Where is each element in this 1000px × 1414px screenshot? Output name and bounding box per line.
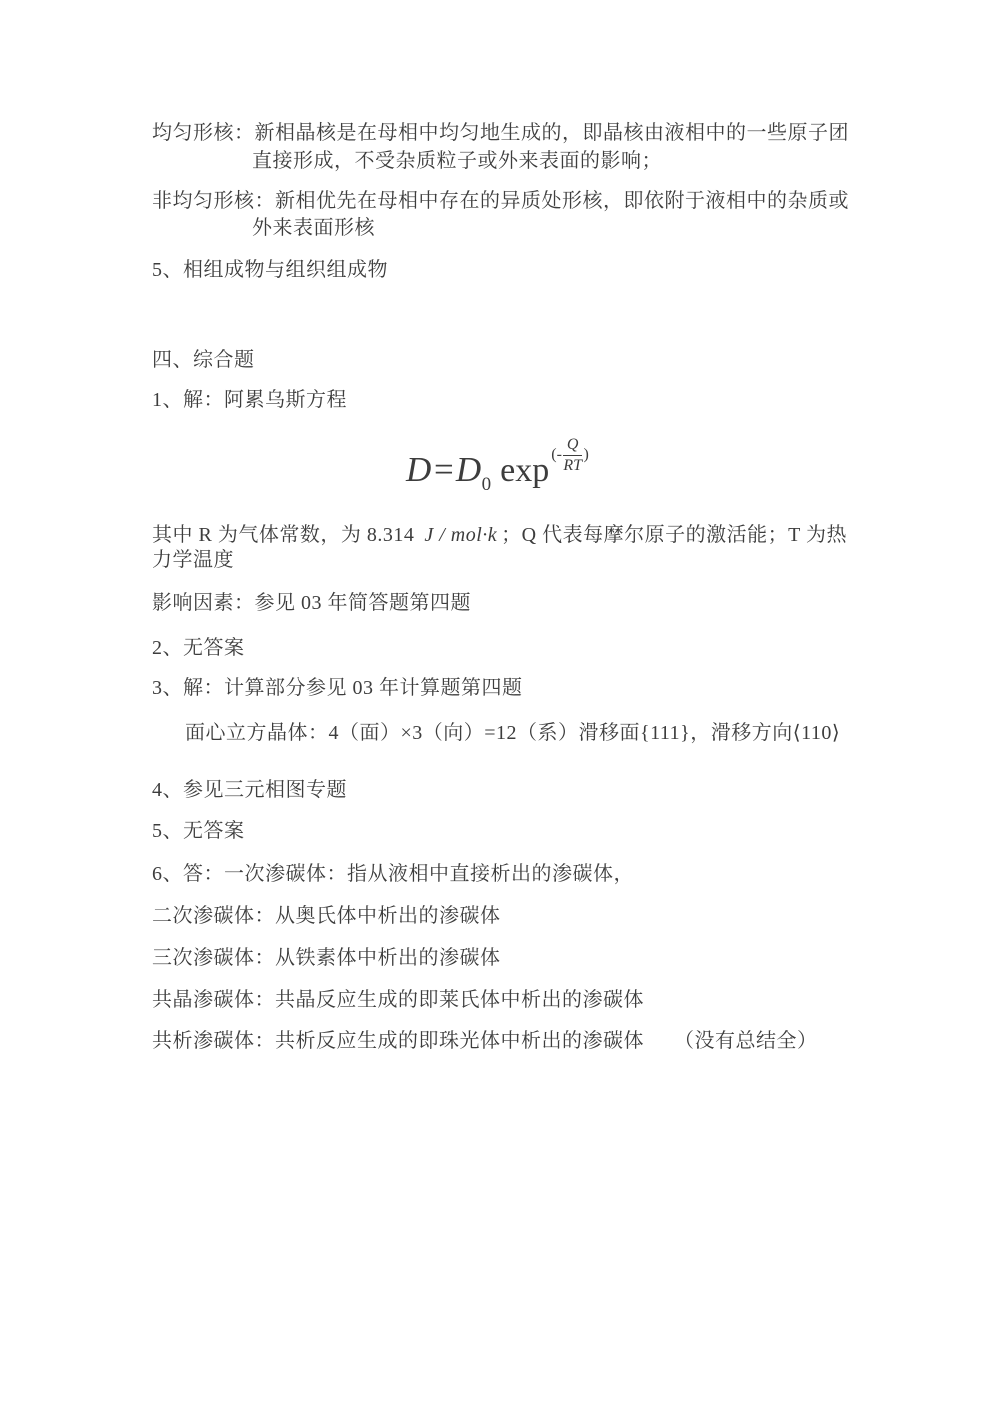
formula-subscript: 0 bbox=[481, 474, 492, 496]
section-title-comprehensive: 四、综合题 bbox=[152, 349, 255, 371]
formula-open-paren: (- bbox=[551, 446, 562, 464]
arrhenius-equation bbox=[406, 436, 589, 496]
homogeneous-nucleation-line2: 直接形成，不受杂质粒子或外来表面的影响； bbox=[252, 150, 662, 172]
formula-exp: exp bbox=[500, 452, 550, 490]
formula-numerator: Q bbox=[563, 436, 583, 456]
incomplete-summary-note: （没有总结全） bbox=[674, 1030, 818, 1052]
heterogeneous-nucleation-line1: 非均匀形核：新相优先在母相中存在的异质处形核，即依附于液相中的杂质或 bbox=[152, 190, 849, 212]
influencing-factors: 影响因素：参见 03 年简答题第四题 bbox=[152, 592, 471, 614]
formula-close-paren: ) bbox=[583, 446, 589, 464]
gas-constant-part1: 其中 R 为气体常数，为 8.314 bbox=[152, 524, 415, 546]
formula-exponent bbox=[551, 436, 589, 474]
gas-constant-explanation-line1 bbox=[152, 525, 847, 545]
question1-arrhenius: 1、解：阿累乌斯方程 bbox=[152, 389, 347, 411]
eutectic-cementite: 共晶渗碳体：共晶反应生成的即莱氏体中析出的渗碳体 bbox=[152, 989, 644, 1011]
question3-fcc-detail: 面心立方晶体：4（面）×3（向）=12（系）滑移面{111}，滑移方向⟨110⟩ bbox=[185, 722, 841, 744]
eutectoid-cementite-line bbox=[152, 1031, 818, 1051]
item5-phase-constituents: 5、相组成物与组织组成物 bbox=[152, 259, 388, 281]
gas-constant-explanation-line2: 力学温度 bbox=[152, 549, 234, 571]
gas-constant-unit: J / mol·k bbox=[424, 524, 498, 546]
secondary-cementite: 二次渗碳体：从奥氏体中析出的渗碳体 bbox=[152, 905, 501, 927]
formula-base: D=D bbox=[406, 450, 482, 490]
heterogeneous-nucleation-line2: 外来表面形核 bbox=[252, 217, 375, 239]
question4-ternary-diagram: 4、参见三元相图专题 bbox=[152, 779, 347, 801]
formula-fraction bbox=[563, 436, 583, 474]
eutectoid-cementite-text: 共析渗碳体：共析反应生成的即珠光体中析出的渗碳体 bbox=[152, 1030, 644, 1052]
homogeneous-nucleation-line1: 均匀形核：新相晶核是在母相中均匀地生成的，即晶核由液相中的一些原子团 bbox=[152, 122, 849, 144]
question2-no-answer: 2、无答案 bbox=[152, 637, 245, 659]
question5-no-answer: 5、无答案 bbox=[152, 820, 245, 842]
tertiary-cementite: 三次渗碳体：从铁素体中析出的渗碳体 bbox=[152, 947, 501, 969]
gas-constant-part2: ；Q 代表每摩尔原子的激活能；T 为热 bbox=[501, 524, 847, 546]
question3-solution: 3、解：计算部分参见 03 年计算题第四题 bbox=[152, 677, 523, 699]
question6-primary-cementite: 6、答：一次渗碳体：指从液相中直接析出的渗碳体， bbox=[152, 863, 634, 885]
formula-denominator: RT bbox=[563, 456, 583, 474]
